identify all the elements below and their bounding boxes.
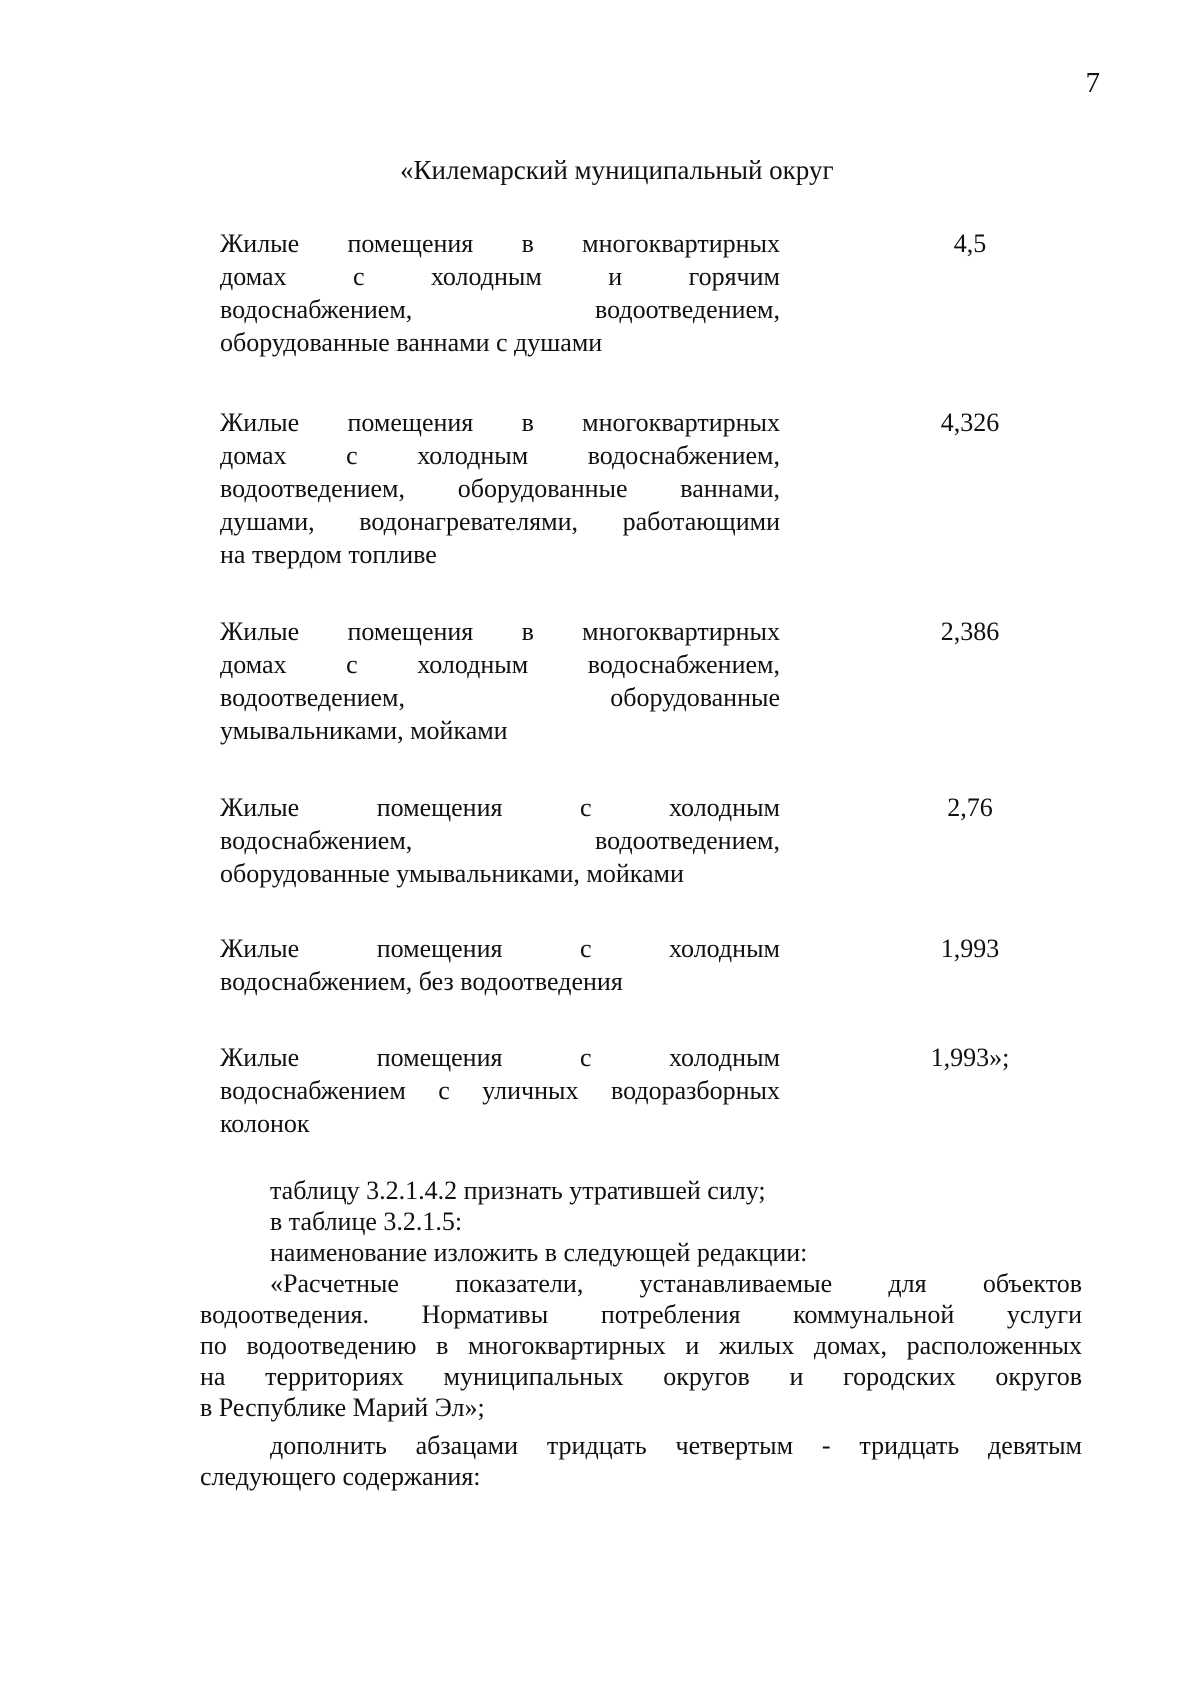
row-value: 4,5 xyxy=(953,229,987,258)
page-number: 7 xyxy=(1085,67,1100,99)
row-line: Жилые помещения в многоквартирных xyxy=(220,617,780,646)
section-title: «Килемарский муниципальный округ xyxy=(400,155,834,185)
row-value: 2,76 xyxy=(947,793,993,822)
row-value: 1,993 xyxy=(940,934,1000,963)
row-description xyxy=(220,932,780,998)
row-description xyxy=(220,791,780,890)
row-line: водоотведением, оборудованные ваннами, xyxy=(220,474,780,503)
row-value: 4,326 xyxy=(940,408,1000,437)
table-row xyxy=(220,615,1000,747)
row-description xyxy=(220,615,780,747)
quoted-line: по водоотведению в многоквартирных и жилых домах, расположенных xyxy=(200,1331,1082,1360)
row-description xyxy=(220,227,780,359)
row-line: Жилые помещения в многоквартирных xyxy=(220,229,780,258)
row-line: Жилые помещения с холодным xyxy=(220,1043,780,1072)
quoted-line: водоотведения. Нормативы потребления коммунальной услуги xyxy=(200,1300,1082,1329)
row-line: водоснабжением, без водоотведения xyxy=(220,967,623,996)
row-line: колонок xyxy=(220,1109,310,1138)
row-line: оборудованные умывальниками, мойками xyxy=(220,859,684,888)
row-description xyxy=(220,406,780,571)
table-row xyxy=(220,227,987,359)
row-description xyxy=(220,1041,780,1140)
row-line: на твердом топливе xyxy=(220,540,437,569)
final-line: дополнить абзацами тридцать четвертым - тридцать девятым xyxy=(270,1431,1082,1460)
table-row xyxy=(220,791,993,890)
row-line: водоснабжением, водоотведением, xyxy=(220,826,780,855)
row-value: 1,993»; xyxy=(930,1043,1010,1072)
quoted-title-paragraph xyxy=(200,1268,1082,1423)
instruction-line: наименование изложить в следующей редакции: xyxy=(270,1238,808,1267)
row-line: душами, водонагревателями, работающими xyxy=(220,507,780,536)
quoted-line: на территориях муниципальных округов и городских округов xyxy=(200,1362,1082,1391)
row-line: домах с холодным и горячим xyxy=(220,262,780,291)
final-line: следующего содержания: xyxy=(200,1462,481,1491)
row-line: водоснабжением с уличных водоразборных xyxy=(220,1076,780,1105)
row-line: домах с холодным водоснабжением, xyxy=(220,441,780,470)
row-line: Жилые помещения с холодным xyxy=(220,934,780,963)
row-line: водоотведением, оборудованные xyxy=(220,683,780,712)
row-value: 2,386 xyxy=(940,617,1000,646)
final-paragraph xyxy=(200,1430,1082,1492)
row-line: Жилые помещения с холодным xyxy=(220,793,780,822)
table-row xyxy=(220,932,1000,998)
table-row xyxy=(220,1041,1010,1140)
instruction-paragraph xyxy=(270,1175,807,1268)
row-line: домах с холодным водоснабжением, xyxy=(220,650,780,679)
row-line: водоснабжением, водоотведением, xyxy=(220,295,780,324)
instruction-line: таблицу 3.2.1.4.2 признать утратившей силу; xyxy=(270,1176,766,1205)
instruction-line: в таблице 3.2.1.5: xyxy=(270,1207,463,1236)
row-line: умывальниками, мойками xyxy=(220,716,508,745)
table-row xyxy=(220,406,1000,571)
row-line: оборудованные ваннами с душами xyxy=(220,328,603,357)
row-line: Жилые помещения в многоквартирных xyxy=(220,408,780,437)
quoted-line: в Республике Марий Эл»; xyxy=(200,1393,485,1422)
quoted-line: «Расчетные показатели, устанавливаемые для объектов xyxy=(270,1269,1082,1298)
